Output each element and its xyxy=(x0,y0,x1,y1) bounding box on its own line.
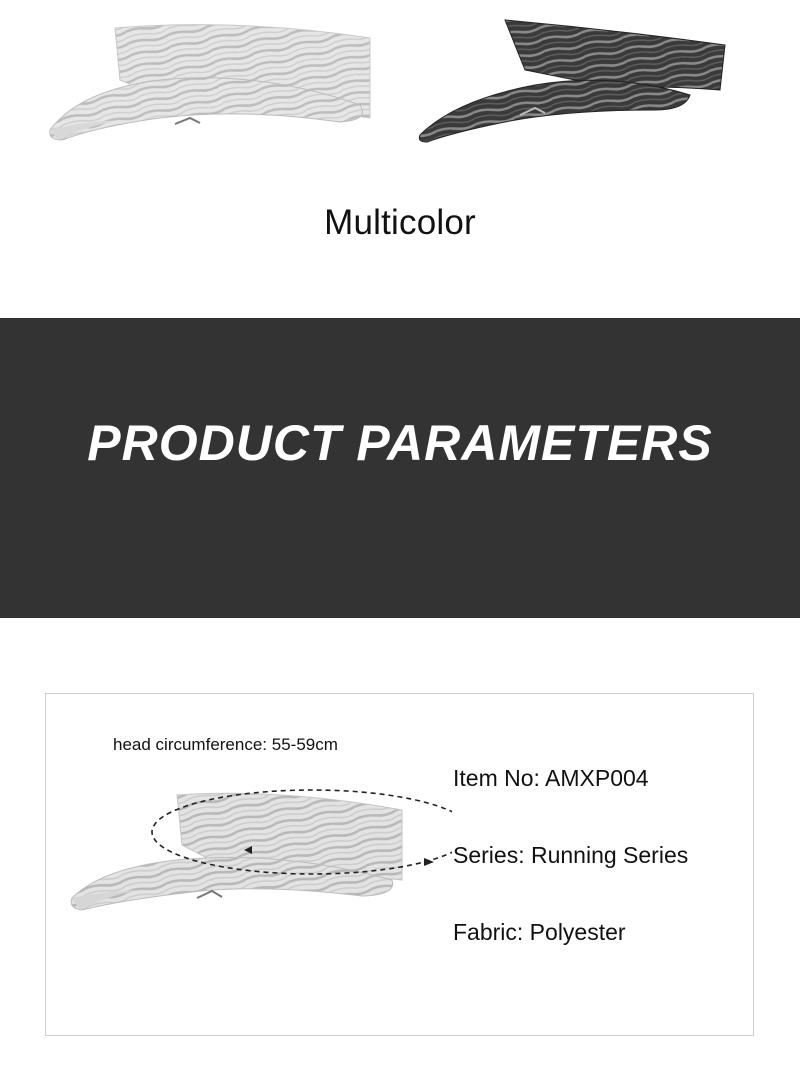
head-circumference-label: head circumference: 55-59cm xyxy=(113,735,338,754)
banner-title: PRODUCT PARAMETERS xyxy=(87,415,713,471)
fabric: Fabric: Polyester xyxy=(453,919,626,945)
measurement-visor-image xyxy=(62,780,452,920)
black-visor-image xyxy=(415,10,745,145)
white-visor-image xyxy=(40,10,400,145)
color-label: Multicolor xyxy=(324,203,476,242)
series: Series: Running Series xyxy=(453,842,689,868)
item-number: Item No: AMXP004 xyxy=(453,765,649,791)
product-colors-section xyxy=(0,0,800,318)
